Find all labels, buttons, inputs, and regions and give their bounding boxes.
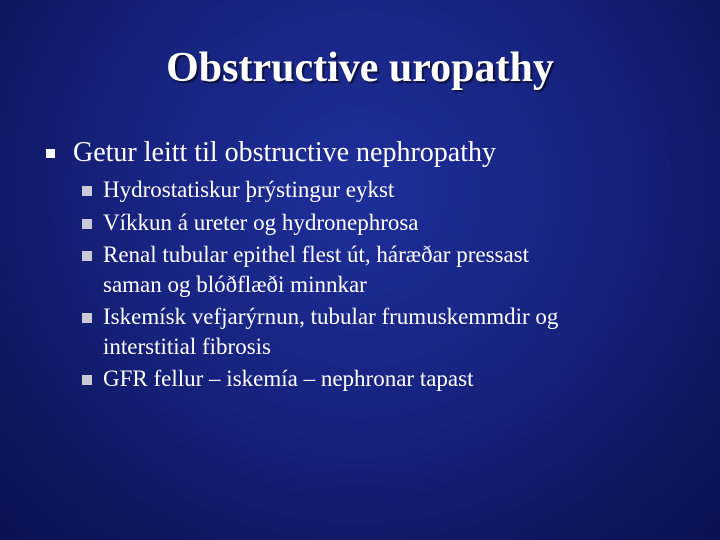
sub-bullet-text: Iskemísk vefjarýrnun, tubular frumuskemmdir og [103, 304, 559, 329]
square-bullet-icon [82, 375, 92, 385]
sub-bullet-item [82, 208, 682, 238]
main-bullet-item [46, 135, 696, 171]
sub-bullet-list [82, 175, 682, 397]
sub-bullet-item [82, 175, 682, 205]
slide-title: Obstructive uropathy [166, 45, 554, 91]
sub-bullet-item [82, 364, 682, 394]
sub-bullet-text: Renal tubular epithel flest út, háræðar pressast [103, 242, 530, 267]
sub-bullet-item [82, 240, 682, 299]
sub-bullet-text-continued: interstitial fibrosis [103, 333, 272, 359]
sub-bullet-text: Hydrostatiskur þrýstingur eykst [103, 177, 395, 202]
sub-bullet-item [82, 302, 682, 361]
square-bullet-icon [82, 313, 92, 323]
sub-bullet-text: Víkkun á ureter og hydronephrosa [103, 209, 419, 235]
square-bullet-icon [46, 149, 55, 158]
square-bullet-icon [82, 251, 92, 261]
square-bullet-icon [82, 219, 92, 229]
square-bullet-icon [82, 186, 92, 196]
main-bullet-text: Getur leitt til obstructive nephropathy [73, 137, 497, 168]
sub-bullet-text: GFR fellur – iskemía – nephronar tapast [103, 366, 474, 391]
sub-bullet-text-continued: saman og blóðflæði minnkar [103, 271, 367, 297]
